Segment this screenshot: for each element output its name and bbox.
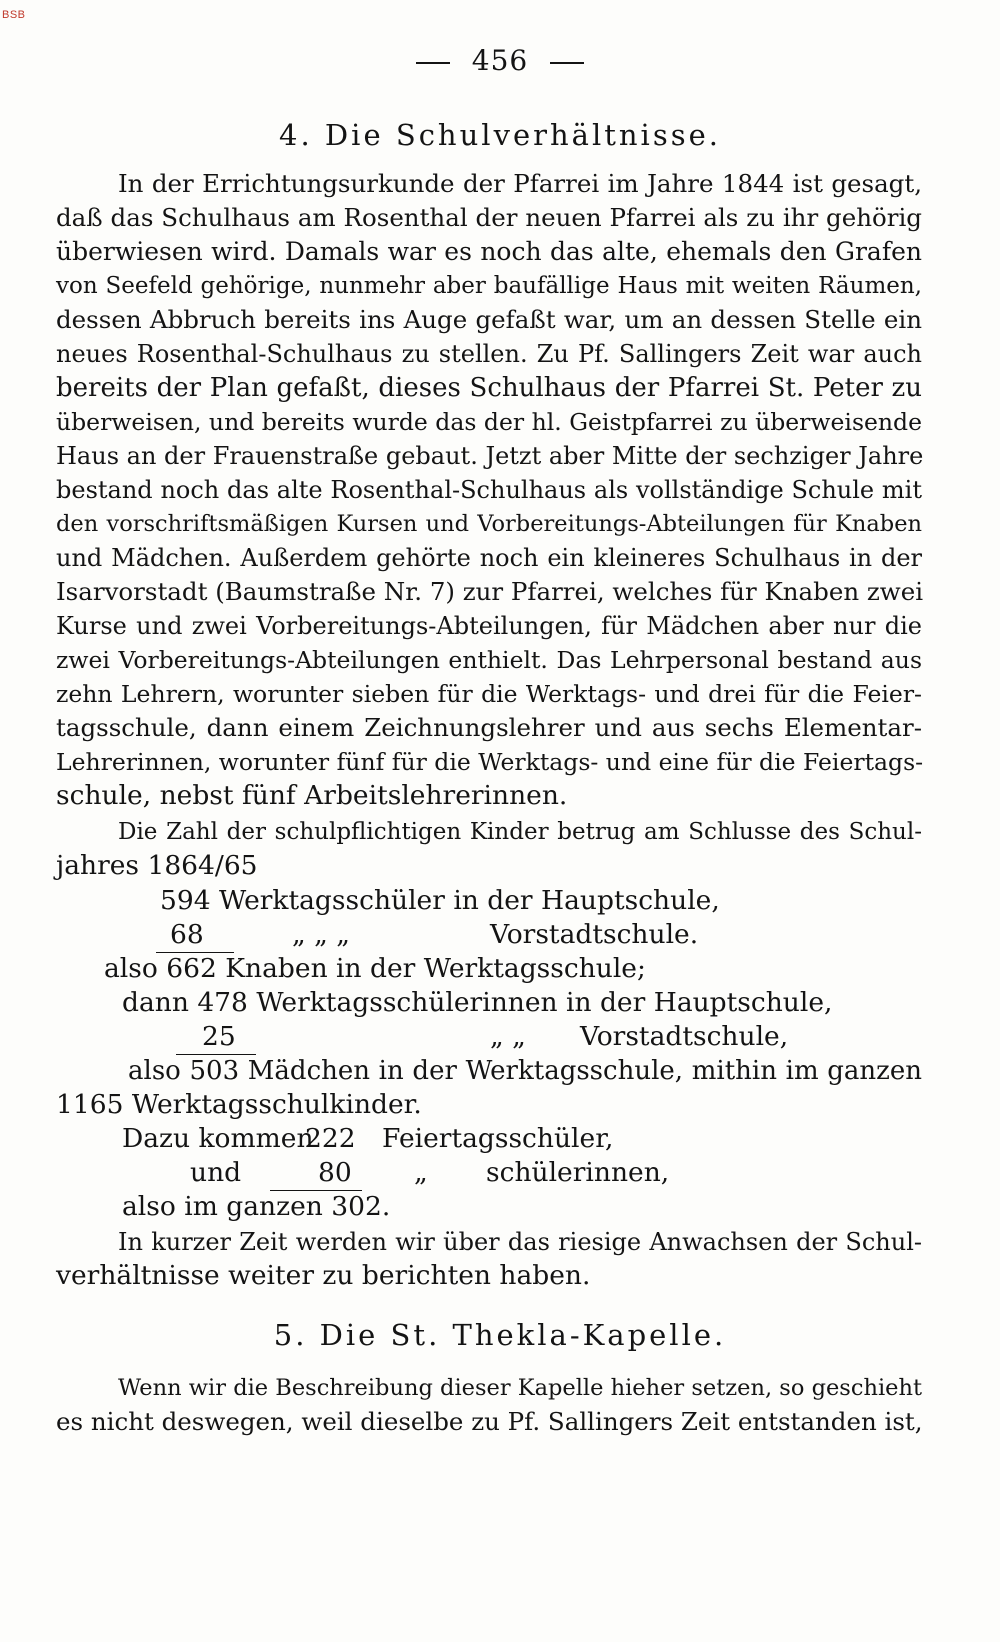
text-line: daß das Schulhaus am Rosenthal der neuen Pfarrei als zu ihr gehörig	[56, 203, 922, 232]
stat-row-girls-suburb-number: 25	[202, 1021, 236, 1052]
section-4-heading: 4. Die Schulverhältnisse.	[279, 118, 721, 152]
section-5-heading: 5. Die St. Thekla-Kapelle.	[273, 1318, 727, 1352]
text-line: bereits der Plan gefaßt, dieses Schulhaus der Pfarrei St. Peter zu	[56, 373, 922, 403]
text-line: schule, nebst fünf Arbeitslehrerinnen.	[56, 780, 568, 811]
text-line: zehn Lehrern, worunter sieben für die Werktags- und drei für die Feier-	[56, 680, 922, 708]
text-line: Lehrerinnen, worunter fünf für die Werktags- und eine für die Feiertags-	[56, 748, 924, 776]
dash-right	[550, 62, 584, 64]
stat-row-holiday-boys-label: Feiertagsschüler,	[382, 1123, 614, 1154]
page-number-text: 456	[471, 44, 529, 77]
stat-row-holiday-and: und	[190, 1157, 242, 1188]
library-stamp: BSB	[2, 9, 26, 21]
text-line: den vorschriftsmäßigen Kursen und Vorbereitungs-Abteilungen für Knaben	[56, 511, 922, 537]
ditto-marks: „ „	[490, 1021, 526, 1052]
text-line: überwiesen wird. Damals war es noch das alte, ehemals den Grafen	[56, 237, 922, 266]
text-line: und Mädchen. Außerdem gehörte noch ein kleineres Schulhaus in der	[56, 544, 922, 572]
stat-row-holiday-girls-label: schülerinnen,	[486, 1157, 670, 1188]
text-line: bestand noch das alte Rosenthal-Schulhaus als vollständige Schule mit	[56, 476, 922, 504]
stat-row-girls-suburb-label: Vorstadtschule,	[580, 1021, 789, 1052]
text-line: In kurzer Zeit werden wir über das riesige Anwachsen der Schul-	[118, 1228, 922, 1256]
stat-row-holiday-total: also im ganzen 302.	[122, 1191, 391, 1222]
dash-left	[416, 62, 450, 64]
stat-row-boys-main: 594 Werktagsschüler in der Hauptschule,	[160, 885, 720, 916]
text-line: Isarvorstadt (Baumstraße Nr. 7) zur Pfarrei, welches für Knaben zwei	[56, 577, 924, 606]
stat-row-girls-total: also 503 Mädchen in der Werktagsschule, mithin im ganzen	[128, 1056, 922, 1086]
text-line: verhältnisse weiter zu berichten haben.	[56, 1260, 591, 1291]
text-line: neues Rosenthal-Schulhaus zu stellen. Zu Pf. Sallingers Zeit war auch	[56, 340, 922, 368]
stat-row-boys-suburb-number: 68	[170, 919, 204, 950]
stat-row-boys-suburb-label: Vorstadtschule.	[490, 919, 699, 950]
ditto-marks: „ „ „	[292, 919, 351, 950]
stat-row-holiday-label: Dazu kommen	[122, 1123, 314, 1154]
text-line: überweisen, und bereits wurde das der hl. Geistpfarrei zu überweisende	[56, 408, 922, 436]
text-line: von Seefeld gehörige, nunmehr aber baufällige Haus mit weiten Räumen,	[56, 273, 922, 299]
text-line: tagsschule, dann einem Zeichnungslehrer und aus sechs Elementar-	[56, 713, 922, 742]
stat-row-boys-total: also 662 Knaben in der Werktagsschule;	[104, 953, 646, 984]
ditto-marks: „	[414, 1157, 428, 1188]
text-line: Wenn wir die Beschreibung dieser Kapelle hieher setzen, so geschieht	[118, 1375, 922, 1401]
stat-row-weekday-total: 1165 Werktagsschulkinder.	[56, 1089, 422, 1120]
text-line: es nicht deswegen, weil dieselbe zu Pf. Sallingers Zeit entstanden ist,	[56, 1407, 923, 1436]
page-number	[0, 44, 1000, 77]
stat-row-holiday-boys-number: 222	[305, 1123, 356, 1154]
text-line: Die Zahl der schulpflichtigen Kinder betrug am Schlusse des Schul-	[118, 819, 922, 845]
stat-row-girls-main: dann 478 Werktagsschülerinnen in der Hauptschule,	[122, 987, 833, 1018]
text-line: Kurse und zwei Vorbereitungs-Abteilungen, für Mädchen aber nur die	[56, 612, 922, 640]
text-line: zwei Vorbereitungs-Abteilungen enthielt. Das Lehrpersonal bestand aus	[56, 646, 922, 674]
text-line: Haus an der Frauenstraße gebaut. Jetzt aber Mitte der sechziger Jahre	[56, 442, 924, 470]
text-line: dessen Abbruch bereits ins Auge gefaßt war, um an dessen Stelle ein	[56, 305, 922, 334]
stat-row-holiday-girls-number: 80	[318, 1157, 352, 1188]
text-line: jahres 1864/65	[56, 850, 258, 881]
text-line: In der Errichtungsurkunde der Pfarrei im Jahre 1844 ist gesagt,	[118, 169, 922, 198]
